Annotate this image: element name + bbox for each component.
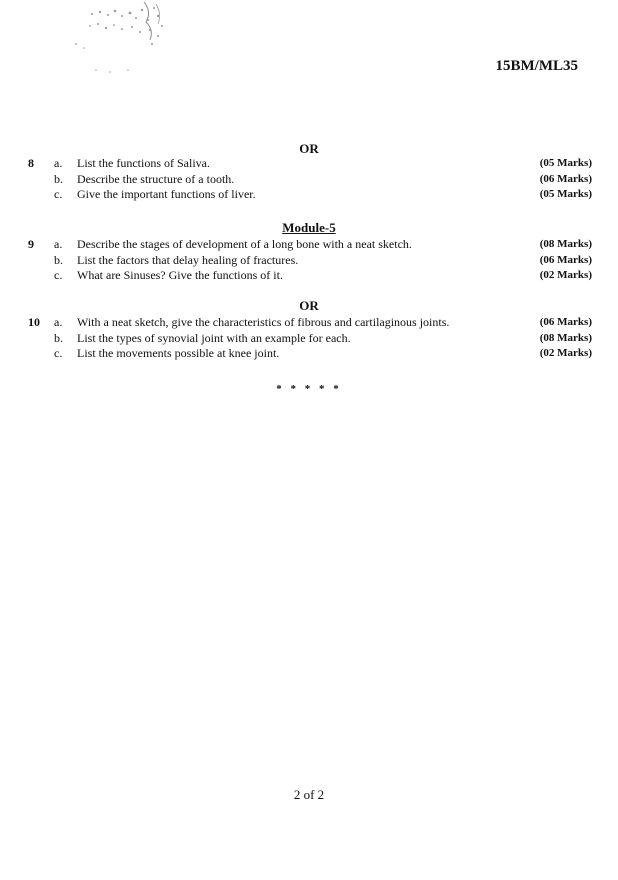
marks-label: (05 Marks)	[539, 157, 592, 169]
question-10a	[0, 314, 618, 330]
question-10b	[0, 330, 618, 346]
question-8a	[0, 155, 618, 171]
marks-label: (06 Marks)	[539, 316, 592, 328]
marks-label: (06 Marks)	[539, 173, 592, 185]
question-9b	[0, 252, 618, 268]
scan-smudge-mark	[70, 0, 170, 75]
marks-label: (02 Marks)	[539, 269, 592, 281]
question-text: List the movements possible at knee joint.	[77, 346, 280, 360]
question-text: Describe the structure of a tooth.	[77, 172, 235, 186]
part-letter: b.	[54, 253, 63, 267]
question-9a	[0, 236, 618, 252]
end-marker: * * * * *	[276, 383, 342, 395]
marks-label: (08 Marks)	[539, 238, 592, 250]
question-text: List the factors that delay healing of fractures.	[77, 253, 299, 267]
question-text: Give the important functions of liver.	[77, 187, 256, 201]
part-letter: a.	[54, 237, 63, 251]
question-number: 8	[28, 156, 34, 170]
question-number: 9	[28, 237, 34, 251]
course-code: 15BM/ML35	[495, 58, 578, 74]
marks-label: (06 Marks)	[539, 254, 592, 266]
question-text: What are Sinuses? Give the functions of it.	[77, 268, 283, 282]
section-or-2: OR	[299, 298, 319, 313]
part-letter: a.	[54, 315, 63, 329]
question-text: List the types of synovial joint with an example for each.	[77, 331, 351, 345]
part-letter: c.	[54, 346, 63, 360]
part-letter: b.	[54, 172, 63, 186]
question-9c	[0, 267, 618, 283]
part-letter: c.	[54, 268, 63, 282]
page-number: 2 of 2	[293, 787, 325, 802]
part-letter: c.	[54, 187, 63, 201]
question-text: List the functions of Saliva.	[77, 156, 210, 170]
question-8b	[0, 171, 618, 187]
question-text: Describe the stages of development of a long bone with a neat sketch.	[77, 237, 412, 251]
part-letter: b.	[54, 331, 63, 345]
section-or-1: OR	[299, 141, 319, 156]
marks-label: (02 Marks)	[539, 347, 592, 359]
question-8c	[0, 186, 618, 202]
marks-label: (05 Marks)	[539, 188, 592, 200]
question-text: With a neat sketch, give the characteristics of fibrous and cartilaginous joints.	[77, 315, 450, 329]
question-number: 10	[28, 315, 40, 329]
part-letter: a.	[54, 156, 63, 170]
question-10c	[0, 345, 618, 361]
module-5-heading: Module-5	[282, 220, 336, 235]
marks-label: (08 Marks)	[539, 332, 592, 344]
